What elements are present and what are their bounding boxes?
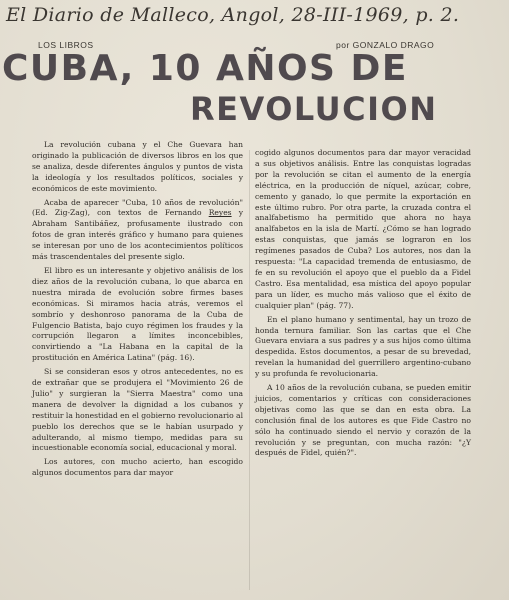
byline: por GONZALO DRAGO <box>336 40 435 50</box>
headline-line-1: CUBA, 10 AÑOS DE <box>2 48 408 89</box>
right-column <box>255 148 471 462</box>
handwritten-annotation: El Diario de Malleco, Angol, 28-III-1969, p. 2. <box>6 4 460 26</box>
paragraph: A 10 años de la revolución cubana, se pueden emitir juicios, comentarios y críticas con consideraciones objetivas como las que se dan en esta obra. La conclusión final de los autores es que Fide Castro no sólo ha continuado siendo el nervio y corazón de la revolución y se preguntan, con mucha razón: "¿Y después de Fidel, quién?". <box>255 383 471 458</box>
paragraph: En el plano humano y sentimental, hay un trozo de honda ternura familiar. Son las cartas que el Che Guevara enviara a sus padres y a sus hijos como última despedida. Estos documentos, a pesar de su brevedad, revelan la humanidad del guerrillero argentino-cubano y su profunda fe revolucionaria. <box>255 314 471 379</box>
paragraph-text: y Abraham Santibáñez, profusamente ilustrado con fotos de gran interés gráfico y humano para quienes se interesan por uno de los acontecimientos políticos más trascendentales del presente siglo. <box>32 208 243 262</box>
left-column <box>32 140 243 482</box>
paragraph: cogido algunos documentos para dar mayor veracidad a sus objetivos análisis. Entre las conquistas logradas por la revolución se citan el aumento de la energía eléctrica, en la producción de níquel, azúcar, cobre, cemento y ganado, lo que permite la exportación en este último rubro. Por otra parte, la cruzada contra el analfabetismo ha permitido que ahora no haya analfabetos en la isla de Martí. ¿Cómo se han logrado estas conquistas, que jamás se lograron en los regímenes pasados de Cuba? Los autores, nos dan la respuesta: "La capacidad tremenda de entusiasmo, de fe en su revolución el apoyo que el pueblo da a Fidel Castro. Esa mentalidad, esa mística del apoyo popular para un líder, es mucho más valioso que el éxito de cualquier plan" (pág. 77). <box>255 148 471 310</box>
paragraph-text: Acaba de aparecer "Cuba, 10 años de revolución" (Ed. Zig-Zag), con textos de Fernando <box>32 197 243 218</box>
paragraph: Los autores, con mucho acierto, han escogido algunos documentos para dar mayor <box>32 457 243 478</box>
author-name-underlined: Reyes <box>208 208 232 218</box>
column-divider <box>249 150 250 590</box>
section-label: LOS LIBROS <box>38 40 94 50</box>
paragraph <box>32 198 243 263</box>
paragraph: Si se consideran esos y otros antecedentes, no es de extrañar que se produjera el "Movimiento 26 de Julio" y surgieran la "Sierra Maestra" como una manera de devolver la dignidad a los cubanos y restituir la honestidad en el gobierno revolucionario al pueblo los derechos que se le habían usurpado y adulterando, al mismo tiempo, medidas para su incuestionable economía social, educacional y moral. <box>32 367 244 453</box>
paragraph: La revolución cubana y el Che Guevara han originado la publicación de diversos libros en los que se analiza, desde diferentes ángulos y puntos de vista la ideología y los resultados políticos, sociales y económicos de este movimiento. <box>32 140 243 193</box>
headline-line-2: REVOLUCION <box>190 90 438 128</box>
paragraph: El libro es un interesante y objetivo análisis de los diez años de la revolución cubana, lo que abarca en nuestra mirada de evolución sobre firmes bases económicas. Si miramos hacia atrás, veremos el sombrío y deshonroso panorama de la Cuba de Fulgencio Batista, bajo cuyo régimen los fraudes y la corrupción llegaron a límites inconcebibles, convirtiendo a "La Habana en la capital de la prostitución en América Latina" (pág. 16). <box>32 265 243 363</box>
